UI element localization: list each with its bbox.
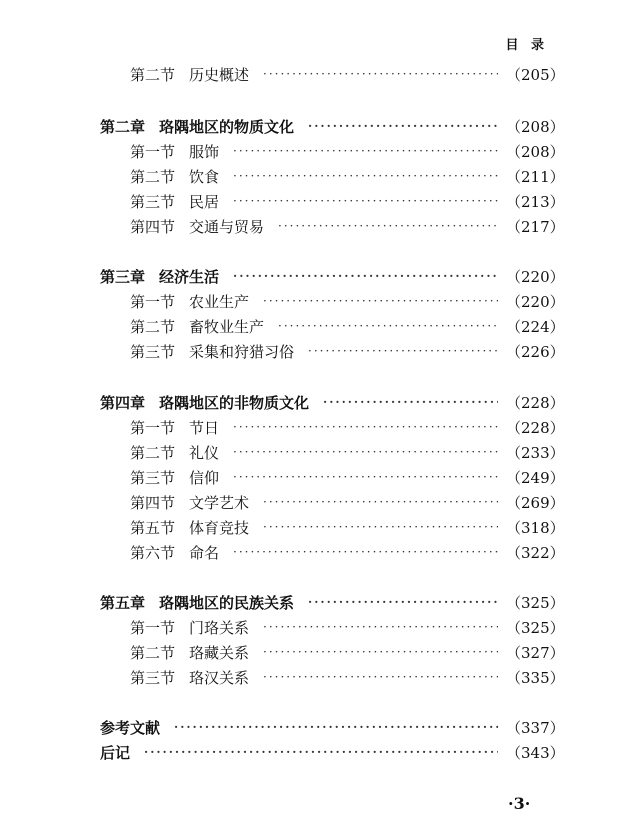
- toc-entry-number: 第二章: [100, 117, 146, 136]
- toc-leader-dots: [263, 645, 498, 659]
- toc-entry-page: （226）: [506, 342, 565, 361]
- toc-leader-dots: [174, 720, 498, 734]
- toc-entry-title: 服饰: [189, 142, 220, 161]
- toc-section-entry: [130, 442, 565, 462]
- toc-section-entry: [130, 291, 565, 311]
- toc-leader-dots: [233, 545, 498, 559]
- toc-leader-dots: [278, 219, 498, 233]
- toc-leader-dots: [233, 194, 498, 208]
- toc-section-entry: [130, 492, 565, 512]
- toc-entry-title: 门珞关系: [189, 618, 250, 637]
- toc-section-entry: [130, 642, 565, 662]
- toc-entry-page: （217）: [506, 217, 565, 236]
- toc-entry-title: 命名: [189, 543, 220, 562]
- toc-entry-page: （325）: [506, 593, 565, 612]
- toc-entry-page: （337）: [506, 718, 565, 737]
- toc-entry-title: 文学艺术: [189, 493, 250, 512]
- toc-entry-number: 第一节: [130, 292, 176, 311]
- toc-leader-dots: [263, 495, 498, 509]
- toc-entry-title: 珞汉关系: [189, 668, 250, 687]
- toc-section-entry: [130, 341, 565, 361]
- toc-entry-page: （220）: [506, 267, 565, 286]
- toc-entry-page: （249）: [506, 468, 565, 487]
- toc-chapter-entry: [100, 592, 565, 612]
- toc-section-entry: [130, 417, 565, 437]
- toc-leader-dots: [233, 470, 498, 484]
- toc-entry-page: （335）: [506, 668, 565, 687]
- toc-entry-page: （322）: [506, 543, 565, 562]
- toc-entry-number: 第三节: [130, 468, 176, 487]
- toc-entry-title: 体育竞技: [189, 518, 250, 537]
- toc-leader-dots: [233, 169, 498, 183]
- toc-chapter-entry: [100, 116, 565, 136]
- toc-entry-title: 珞隅地区的非物质文化: [159, 393, 310, 412]
- toc-entry-page: （327）: [506, 643, 565, 662]
- toc-entry: [100, 717, 565, 737]
- toc-leader-dots: [308, 344, 498, 358]
- toc-section-entry: [130, 216, 565, 236]
- toc-entry: [100, 742, 565, 762]
- page-number: ·3·: [508, 794, 531, 813]
- toc-section-entry: [130, 667, 565, 687]
- toc-entry-number: 第六节: [130, 543, 176, 562]
- toc-entry-title: 节日: [189, 418, 220, 437]
- toc-entry-number: 第二节: [130, 443, 176, 462]
- toc-entry-number: 第三节: [130, 342, 176, 361]
- toc-entry-page: （228）: [506, 418, 565, 437]
- toc-entry-number: 第二节: [130, 317, 176, 336]
- toc-entry-title: 经济生活: [159, 267, 220, 286]
- toc-entry-page: （211）: [506, 167, 565, 186]
- toc-entry-page: （318）: [506, 518, 565, 537]
- toc-entry-page: （343）: [506, 743, 565, 762]
- toc-entry-page: （228）: [506, 393, 565, 412]
- toc-entry-title: 珞藏关系: [189, 643, 250, 662]
- toc-leader-dots: [233, 269, 498, 283]
- toc-leader-dots: [323, 395, 498, 409]
- toc-section-entry: [130, 517, 565, 537]
- toc-entry-number: 第三章: [100, 267, 146, 286]
- toc-leader-dots: [233, 420, 498, 434]
- toc-entry-title: 历史概述: [189, 65, 250, 84]
- toc-entry-number: 第二节: [130, 65, 176, 84]
- toc-leader-dots: [144, 745, 498, 759]
- toc-entry-title: 参考文献: [100, 718, 161, 737]
- toc-entry-page: （213）: [506, 192, 565, 211]
- toc-section-entry: [130, 467, 565, 487]
- toc-entry-number: 第三节: [130, 668, 176, 687]
- toc-entry-number: 第四节: [130, 493, 176, 512]
- toc-entry-number: 第四章: [100, 393, 146, 412]
- toc-entry-title: 饮食: [189, 167, 220, 186]
- toc-leader-dots: [233, 144, 498, 158]
- toc-entry-page: （224）: [506, 317, 565, 336]
- toc-section-entry: [130, 166, 565, 186]
- toc-entry-title: 礼仪: [189, 443, 220, 462]
- toc-entry-page: （205）: [506, 65, 565, 84]
- toc-entry-title: 后记: [100, 743, 131, 762]
- toc-leader-dots: [308, 119, 498, 133]
- toc-section-entry: [130, 617, 565, 637]
- toc-leader-dots: [263, 67, 498, 81]
- toc-section-entry: [130, 191, 565, 211]
- toc-section-entry: [130, 316, 565, 336]
- toc-leader-dots: [263, 520, 498, 534]
- toc-entry-title: 珞隅地区的民族关系: [159, 593, 295, 612]
- toc-leader-dots: [233, 445, 498, 459]
- toc-section-entry: [130, 542, 565, 562]
- toc-leader-dots: [263, 620, 498, 634]
- toc-leader-dots: [278, 319, 498, 333]
- toc-entry-number: 第二节: [130, 643, 176, 662]
- page-header: 目 录: [505, 38, 548, 53]
- toc-entry-page: （233）: [506, 443, 565, 462]
- toc-entry-page: （208）: [506, 142, 565, 161]
- toc-entry-title: 信仰: [189, 468, 220, 487]
- toc-section-entry: [130, 64, 565, 84]
- toc-entry-number: 第二节: [130, 167, 176, 186]
- toc-entry-title: 采集和狩猎习俗: [189, 342, 295, 361]
- toc-entry-title: 交通与贸易: [189, 217, 265, 236]
- toc-entry-title: 农业生产: [189, 292, 250, 311]
- toc-chapter-entry: [100, 392, 565, 412]
- toc-entry-number: 第五章: [100, 593, 146, 612]
- toc-entry-title: 珞隅地区的物质文化: [159, 117, 295, 136]
- toc-entry-number: 第五节: [130, 518, 176, 537]
- toc-entry-title: 民居: [189, 192, 220, 211]
- toc-leader-dots: [263, 670, 498, 684]
- toc-entry-number: 第三节: [130, 192, 176, 211]
- toc-section-entry: [130, 141, 565, 161]
- toc-entry-page: （220）: [506, 292, 565, 311]
- toc-entry-title: 畜牧业生产: [189, 317, 265, 336]
- toc-entry-number: 第一节: [130, 418, 176, 437]
- toc-entry-page: （325）: [506, 618, 565, 637]
- toc-leader-dots: [263, 294, 498, 308]
- toc-entry-number: 第一节: [130, 618, 176, 637]
- toc-entry-number: 第四节: [130, 217, 176, 236]
- toc-entry-page: （208）: [506, 117, 565, 136]
- toc-entry-number: 第一节: [130, 142, 176, 161]
- toc-entry-page: （269）: [506, 493, 565, 512]
- toc-chapter-entry: [100, 266, 565, 286]
- toc-leader-dots: [308, 595, 498, 609]
